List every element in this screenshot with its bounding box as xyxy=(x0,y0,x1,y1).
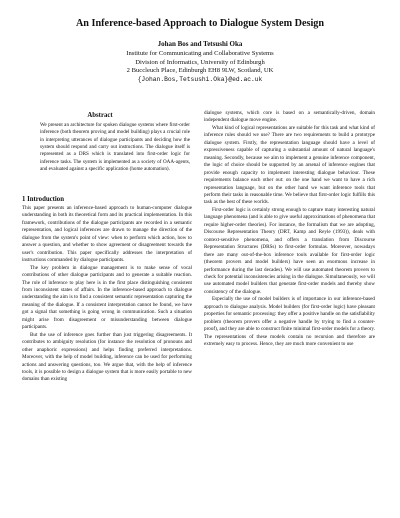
author-email: {Johan.Bos,Tetsushi.Oka}@ed.ac.uk xyxy=(137,75,263,83)
paper-authors: Johan Bos and Tetsushi Oka xyxy=(157,40,243,48)
abstract-heading: Abstract xyxy=(87,112,113,119)
affiliation-line-1: Institute for Communicating and Collaborative Systems xyxy=(126,50,274,57)
intro-paragraph-2: The key problem in dialogue management is to make sense of vocal contributions of other dialogue participants and to generate a suitable reaction. The role of inference to play here is in the first place distinguishing consistent from inconsistent states of affairs. In the inference-based approach to dialogue understanding the aim is to find a consistent semantic representation capturing the meaning of the dialogue. If a consistent interpretation cannot be found, we have got a signal that something is going wrong in communication. Such a situation might arise from disagreement or misunderstanding between dialogue participants. xyxy=(22,264,192,331)
affiliation-line-2: Division of Informatics, University of Edinburgh xyxy=(135,58,265,66)
section-heading-introduction: 1 Introduction xyxy=(22,196,64,203)
right-paragraph-4: Especially the use of model builders is of importance in our inference-based approach to dialogue analysis. Model builders (for first-order logic) have pleasant properties for semantic processing: they offer a positive handle on the satisfiability problem (theorem provers offer a negative handle by trying to find a counter-proof), and they are able to construct finite minimal first-order models for a theory. The representations of these models contain no recursion and therefore are extremely easy to process. Hence, they are much more convenient to use xyxy=(204,296,375,348)
right-paragraph-1: dialogue systems, which core is based on a semantically-driven, domain independent dialogue move engine. xyxy=(204,110,375,124)
abstract-text: We present an architecture for spoken dialogue systems where first-order inference (both theorem proving and model building) plays a crucial role in interpreting utterances of dialogue participants and deciding how the system should respond and carry out instructions. The dialogue itself is represented as a DRS which is translated into first-order logic for inference tasks. The system is implemented as a society of OAA-agents, and evaluated against a specific application (home automation). xyxy=(40,122,190,173)
left-column xyxy=(22,205,192,384)
affiliation-line-3: 2 Buccleuch Place, Edinburgh EH8 9LW, Scotland, UK xyxy=(126,67,274,74)
intro-paragraph-1: This paper presents an inference-based approach to human-computer dialogue understanding in both its theoretical form and its practical implementation. In this framework, contributions of the dialogue participants are recorded in a semantic representation, and logical inferences are drawn to manage the direction of the dialogue from the system's point of view: when to perform which action, how to answer a question, and whether to show agreement or disagreement towards the user's contribution. This paper specifically addresses the interpretation of instructions commanded by dialogue participants. xyxy=(22,205,192,264)
right-paragraph-2: What kind of logical representations are suitable for this task and what kind of inference rules should we use? There are two requirements to build a prototype dialogue system. Firstly, the representation language should have a level of expressiveness capable of capturing a substantial amount of natural language's meaning. Secondly, because we aim to implement a genuine inference component, the logic of choice should be supported by an arsenal of inference engines that provide enough capacity to implement interesting dialogue behaviour. These requirements balance each other out: on the one hand we want to have a rich representation language, but on the other hand we want inference tools that perform their tasks in reasonable time. We believe that first-order logic fulfills this task as the best of these worlds. xyxy=(204,124,375,206)
paper-title: An Inference-based Approach to Dialogue System Design xyxy=(75,18,325,29)
right-paragraph-3: First-order logic is certainly strong enough to capture many interesting natural language phenomena (and is able to give useful approximations of phenomena that require higher-order theories). For instance, the formalism that we are adopting, Discourse Representation Theory (DRT, Kamp and Reyle (1993)), deals with context-sensitive phenomena, and offers a translation from Discourse Representation Structures (DRSs) to first-order formulas. Moreover, nowadays there are many out-of-the-box inference tools available for first-order logic (theorem provers and model builders) have seen an enormous increase in performance during the last decades). We will use automated theorem provers to check for potential inconsistencies arising in the dialogue. Simultaneously, we will use automated model builders that generate first-order models and thereby show consistency of the dialogue. xyxy=(204,206,375,295)
intro-paragraph-3: But the use of inference goes further than just triggering disagreements. It contributes to ambiguity resolution (for instance the resolution of pronouns and other anaphoric expressions) and helps finding preferred interpretations. Moreover, with the help of model building, inference can be used for performing actions and answering questions, too. We argue that, with the help of inference tools, it is possible to design a dialogue system that is more easily portable to new domains than existing xyxy=(22,331,192,383)
right-column xyxy=(204,110,375,349)
